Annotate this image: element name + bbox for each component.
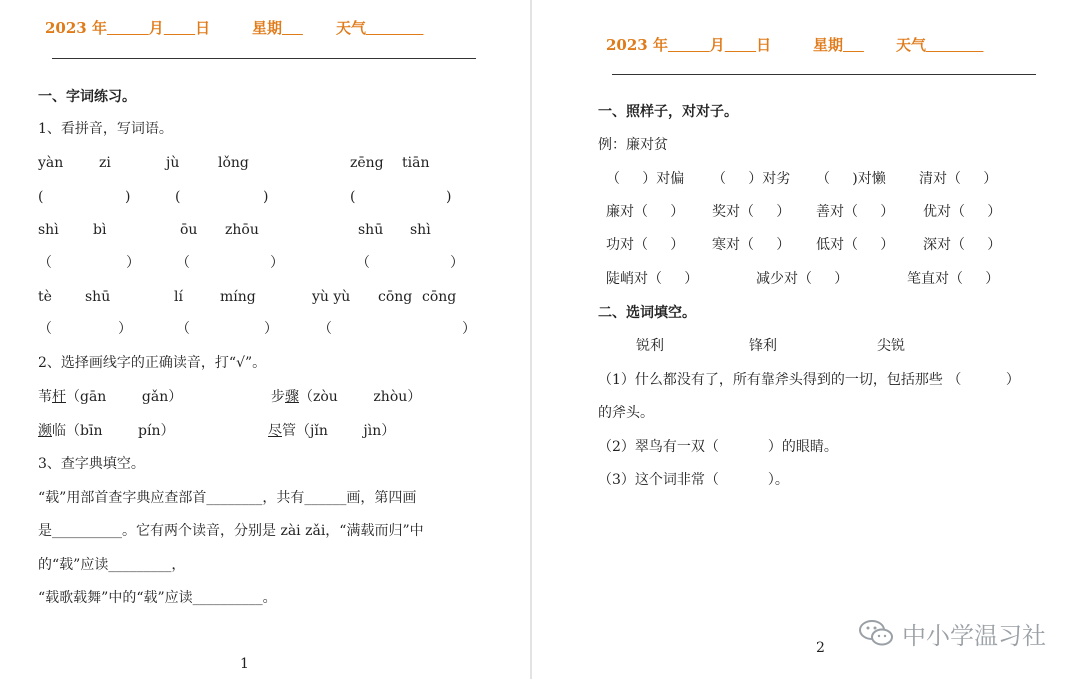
pinyin: tè bbox=[38, 289, 52, 305]
sentence: 的斧头。 bbox=[598, 405, 654, 421]
pinyin: bì bbox=[93, 222, 107, 238]
pinyin: ōu bbox=[180, 222, 198, 238]
word-choice: 锐利 bbox=[636, 338, 664, 354]
answer-paren-open: （ bbox=[356, 255, 370, 271]
pinyin: zi bbox=[99, 155, 111, 171]
word-choice: 锋利 bbox=[749, 338, 777, 354]
pair-item: 优对（ ） bbox=[923, 204, 1002, 220]
header-weather: 天气 bbox=[336, 19, 367, 37]
q2-item-4: 尽管（jǐn jìn） bbox=[268, 423, 396, 439]
q2-item-2: 步骤（zòu zhòu） bbox=[271, 389, 422, 405]
answer-paren-open: （ bbox=[176, 255, 190, 271]
q2-item-3: 濒临（bīn pín） bbox=[38, 423, 175, 439]
pinyin: zēng bbox=[350, 155, 384, 171]
pair-item: 清对（ ） bbox=[919, 171, 998, 187]
pinyin: jù bbox=[166, 155, 180, 171]
q3-line: “载”用部首查字典应查部首________，共有______画，第四画 bbox=[38, 490, 417, 506]
answer-paren-close: ） bbox=[126, 255, 140, 271]
pair-item: 奖对（ ） bbox=[712, 204, 791, 220]
answer-paren-close: ） bbox=[462, 321, 476, 337]
pinyin: shì bbox=[410, 222, 431, 238]
page-1 bbox=[0, 0, 530, 679]
section1-title: 一、字词练习。 bbox=[38, 89, 136, 105]
answer-paren-close: ） bbox=[118, 321, 132, 337]
pinyin: yù yù bbox=[312, 289, 351, 305]
q2-item-1: 苇杆（gān gǎn） bbox=[38, 389, 183, 405]
watermark-text: 中小学温习社 bbox=[902, 622, 1046, 650]
header-weather: 天气 bbox=[896, 36, 927, 54]
sentence: （2）翠鸟有一双（ ）的眼睛。 bbox=[598, 439, 838, 455]
sentence: （3）这个词非常（ ）。 bbox=[598, 472, 789, 488]
answer-paren-close: ) bbox=[263, 189, 269, 205]
answer-paren-close: ) bbox=[446, 189, 452, 205]
answer-paren-open: （ bbox=[318, 321, 332, 337]
q3-title: 3、查字典填空。 bbox=[38, 456, 145, 472]
header-weekday: 星期 bbox=[813, 36, 844, 54]
answer-paren-close: ） bbox=[264, 321, 278, 337]
pinyin: zhōu bbox=[225, 222, 259, 238]
answer-paren-open: （ bbox=[38, 321, 52, 337]
header-date-year: 2023 年 月 日 bbox=[45, 19, 211, 37]
q1-title: 1、看拼音，写词语。 bbox=[38, 121, 173, 137]
q3-line: 是__________。它有两个读音，分别是 zài zǎi，“满载而归”中 bbox=[38, 523, 424, 539]
pinyin: cōng bbox=[422, 289, 457, 305]
q3-line: “载歌载舞”中的“载”应读__________。 bbox=[38, 590, 277, 606]
pair-item: 善对（ ） bbox=[816, 204, 895, 220]
pinyin: yàn bbox=[38, 155, 64, 171]
pair-item: 功对（ ） bbox=[606, 237, 685, 253]
pinyin: cōng bbox=[378, 289, 413, 305]
pair-item: （ ）对偏 bbox=[606, 171, 685, 187]
pinyin: lǒng bbox=[218, 155, 249, 171]
q3-line: 的“载”应读_________， bbox=[38, 557, 186, 573]
page-number: 2 bbox=[816, 640, 825, 656]
q2-title: 2、选择画线字的正确读音，打“√”。 bbox=[38, 355, 267, 371]
pair-item: 廉对（ ） bbox=[606, 204, 685, 220]
answer-paren-open: ( bbox=[38, 189, 44, 205]
pair-item: 低对（ ） bbox=[816, 237, 895, 253]
pair-item: 陡峭对（ ） bbox=[606, 271, 699, 287]
word-choice: 尖锐 bbox=[877, 338, 905, 354]
pinyin: tiān bbox=[402, 155, 430, 171]
page-number: 1 bbox=[240, 656, 249, 672]
header-date-year: 2023 年 月 日 bbox=[606, 36, 772, 54]
pinyin: lí bbox=[174, 289, 183, 305]
pair-item: 笔直对（ ） bbox=[907, 271, 1000, 287]
header-weekday: 星期 bbox=[252, 19, 283, 37]
answer-paren-close: ） bbox=[450, 255, 464, 271]
sentence: （1）什么都没有了，所有靠斧头得到的一切，包括那些 （ ） bbox=[598, 372, 1020, 388]
pair-item: （ ）对劣 bbox=[712, 171, 791, 187]
section1-title: 一、照样子，对对子。 bbox=[598, 104, 738, 120]
pinyin: shū bbox=[358, 222, 384, 238]
answer-paren-close: ) bbox=[125, 189, 131, 205]
answer-paren-open: ( bbox=[175, 189, 181, 205]
pair-item: 寒对（ ） bbox=[712, 237, 791, 253]
pinyin: míng bbox=[220, 289, 256, 305]
header-rule bbox=[612, 74, 1036, 75]
pinyin: shì bbox=[38, 222, 59, 238]
pinyin: shū bbox=[85, 289, 111, 305]
answer-paren-open: （ bbox=[38, 255, 52, 271]
answer-paren-open: （ bbox=[176, 321, 190, 337]
header-rule bbox=[52, 58, 476, 59]
wechat-icon bbox=[858, 618, 894, 648]
page-2 bbox=[532, 0, 1080, 679]
section2-title: 二、选词填空。 bbox=[598, 305, 696, 321]
answer-paren-close: ） bbox=[270, 255, 284, 271]
pair-item: 减少对（ ） bbox=[756, 271, 849, 287]
answer-paren-open: ( bbox=[350, 189, 356, 205]
example: 例：廉对贫 bbox=[598, 137, 668, 153]
pair-item: （ )对懒 bbox=[816, 171, 886, 187]
pair-item: 深对（ ） bbox=[923, 237, 1002, 253]
